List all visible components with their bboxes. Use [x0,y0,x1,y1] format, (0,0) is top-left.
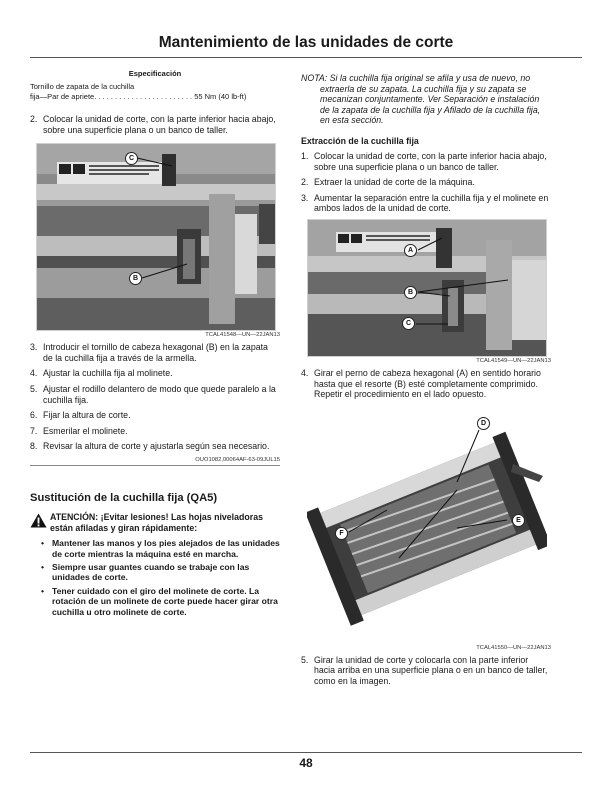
reference-divider [30,465,280,466]
step-number: 4. [30,368,38,379]
step-8 [30,441,280,452]
step-number: 6. [30,410,38,421]
warning-icon [30,513,47,528]
callout-d: D [477,417,490,430]
step-text: Extraer la unidad de corte de la máquina. [314,177,475,188]
step-text: Ajustar la cuchilla fija al molinete. [43,368,173,379]
section-title: Sustitución de la cuchilla fija (QA5) [30,491,218,504]
bullet-text: Tener cuidado con el giro del molinete de corte. La rotación de un molinete de corte puede hacer girar otra cuchilla u otro molinete de corte. [52,585,278,617]
step-text: Revisar la altura de corte y ajustarla según sea necesario. [43,441,270,452]
step-text: Fijar la altura de corte. [43,410,131,421]
callout-e: E [512,514,525,527]
figure-cutting-unit-front [36,143,276,331]
step-text: Girar la unidad de corte y colocarla con la parte inferior hacia arriba en una superficie plana o en un banco de taller, como en la imagen. [314,654,548,686]
step-2 [30,114,280,135]
callout-b: B [129,272,142,285]
warning-bullet [30,586,280,617]
step-text: Girar el perno de cabeza hexagonal (A) en sentido horario hasta que el resorte (B) esté completamente comprimido. Repetir el procedimiento en el lado opuesto. [314,367,541,400]
spec-heading: Especificación [128,69,182,78]
step-2 [301,177,551,188]
step-number: 2. [30,114,38,124]
warning-title: ATENCIÓN: ¡Evitar lesiones! Las hojas niveladoras están afiladas y giran rápidamente: [50,511,263,533]
sub-heading: Extracción de la cuchilla fija [301,135,419,146]
figure-adjuster-bolts [307,219,547,357]
step-number: 1. [301,150,309,161]
callout-c: C [402,317,415,330]
page-number: 48 [299,756,313,770]
cutting-unit-photo [37,144,276,331]
reference-code: OUO1082,00064AF-63-09JUL15 [195,456,280,463]
spec-line-2: fija—Par de apriete. . . . . . . . . . . . . . . . . . . . . . . . 55 Nm (40 lb-ft) [30,92,247,101]
figure-caption: TCAL41548—UN—22JAN13 [205,332,280,339]
left-column [30,66,280,620]
right-column [301,70,551,692]
step-number: 2. [301,177,309,188]
note-paragraph: NOTA: Si la cuchilla fija original se afila y usa de nuevo, no extraerla de su zapata. La cuchilla fija y su zapata se mecanizan conjuntamente. Ver Separación e instalación de la zapata de la cuchilla fija y Afilado de la cuchilla fija, en esta sección. [301,73,541,126]
step-text: Colocar la unidad de corte, con la parte inferior hacia abajo, sobre una superficie plana o un banco de taller. [314,150,547,172]
step-text: Ajustar el rodillo delantero de modo que quede paralelo a la cuchilla fija. [43,383,276,405]
figure-caption: TCAL41549—UN—22JAN13 [476,357,551,364]
step-number: 5. [30,383,38,394]
callout-c: C [125,152,138,165]
step-number: 5. [301,654,309,665]
step-text: Colocar la unidad de corte, con la parte inferior hacia abajo, sobre una superficie plana o un banco de taller. [43,114,276,135]
step-3 [30,342,280,363]
step-4 [30,368,280,379]
step-number: 8. [30,441,38,452]
callout-a: A [404,244,417,257]
bullet-text: Siempre usar guantes cuando se trabaje con las unidades de corte. [52,561,250,583]
warning-bullet [30,562,280,583]
step-number: 3. [30,342,38,353]
bullet-dot: • [41,585,45,596]
step-6 [30,410,280,421]
step-3 [301,193,551,214]
top-divider [30,57,582,58]
step-1 [301,151,551,172]
step-text: Aumentar la separación entre la cuchilla fija y el molinete en ambos lados de la unidad de corte. [314,192,549,214]
step-7 [30,426,280,437]
bullet-dot: • [41,538,45,549]
step-5 [30,384,280,405]
bullet-dot: • [41,561,45,572]
warning-bullet [30,538,280,559]
step-number: 4. [301,367,309,378]
spec-line-1: Tornillo de zapata de la cuchilla [30,82,135,91]
callout-f: F [335,527,348,540]
step-text: Esmerilar el molinete. [43,425,128,436]
step-5 [301,655,551,687]
figure-cutting-unit-upside-down [307,408,547,644]
figure-caption: TCAL41550—UN—22JAN13 [476,644,551,651]
page-title: Mantenimiento de las unidades de corte [158,34,454,51]
step-4 [301,368,551,400]
reel-photo [307,408,547,644]
step-number: 7. [30,425,38,436]
bottom-divider [30,752,582,753]
bullet-text: Mantener las manos y los pies alejados de las unidades de corte mientras la máquina esté en marcha. [52,538,280,559]
callout-b: B [404,286,417,299]
adjuster-photo [308,220,547,357]
step-number: 3. [301,192,309,203]
warning-block [30,512,280,533]
step-text: Introducir el tornillo de cabeza hexagonal (B) en la zapata de la cuchilla fija a través de la armella. [43,342,268,363]
